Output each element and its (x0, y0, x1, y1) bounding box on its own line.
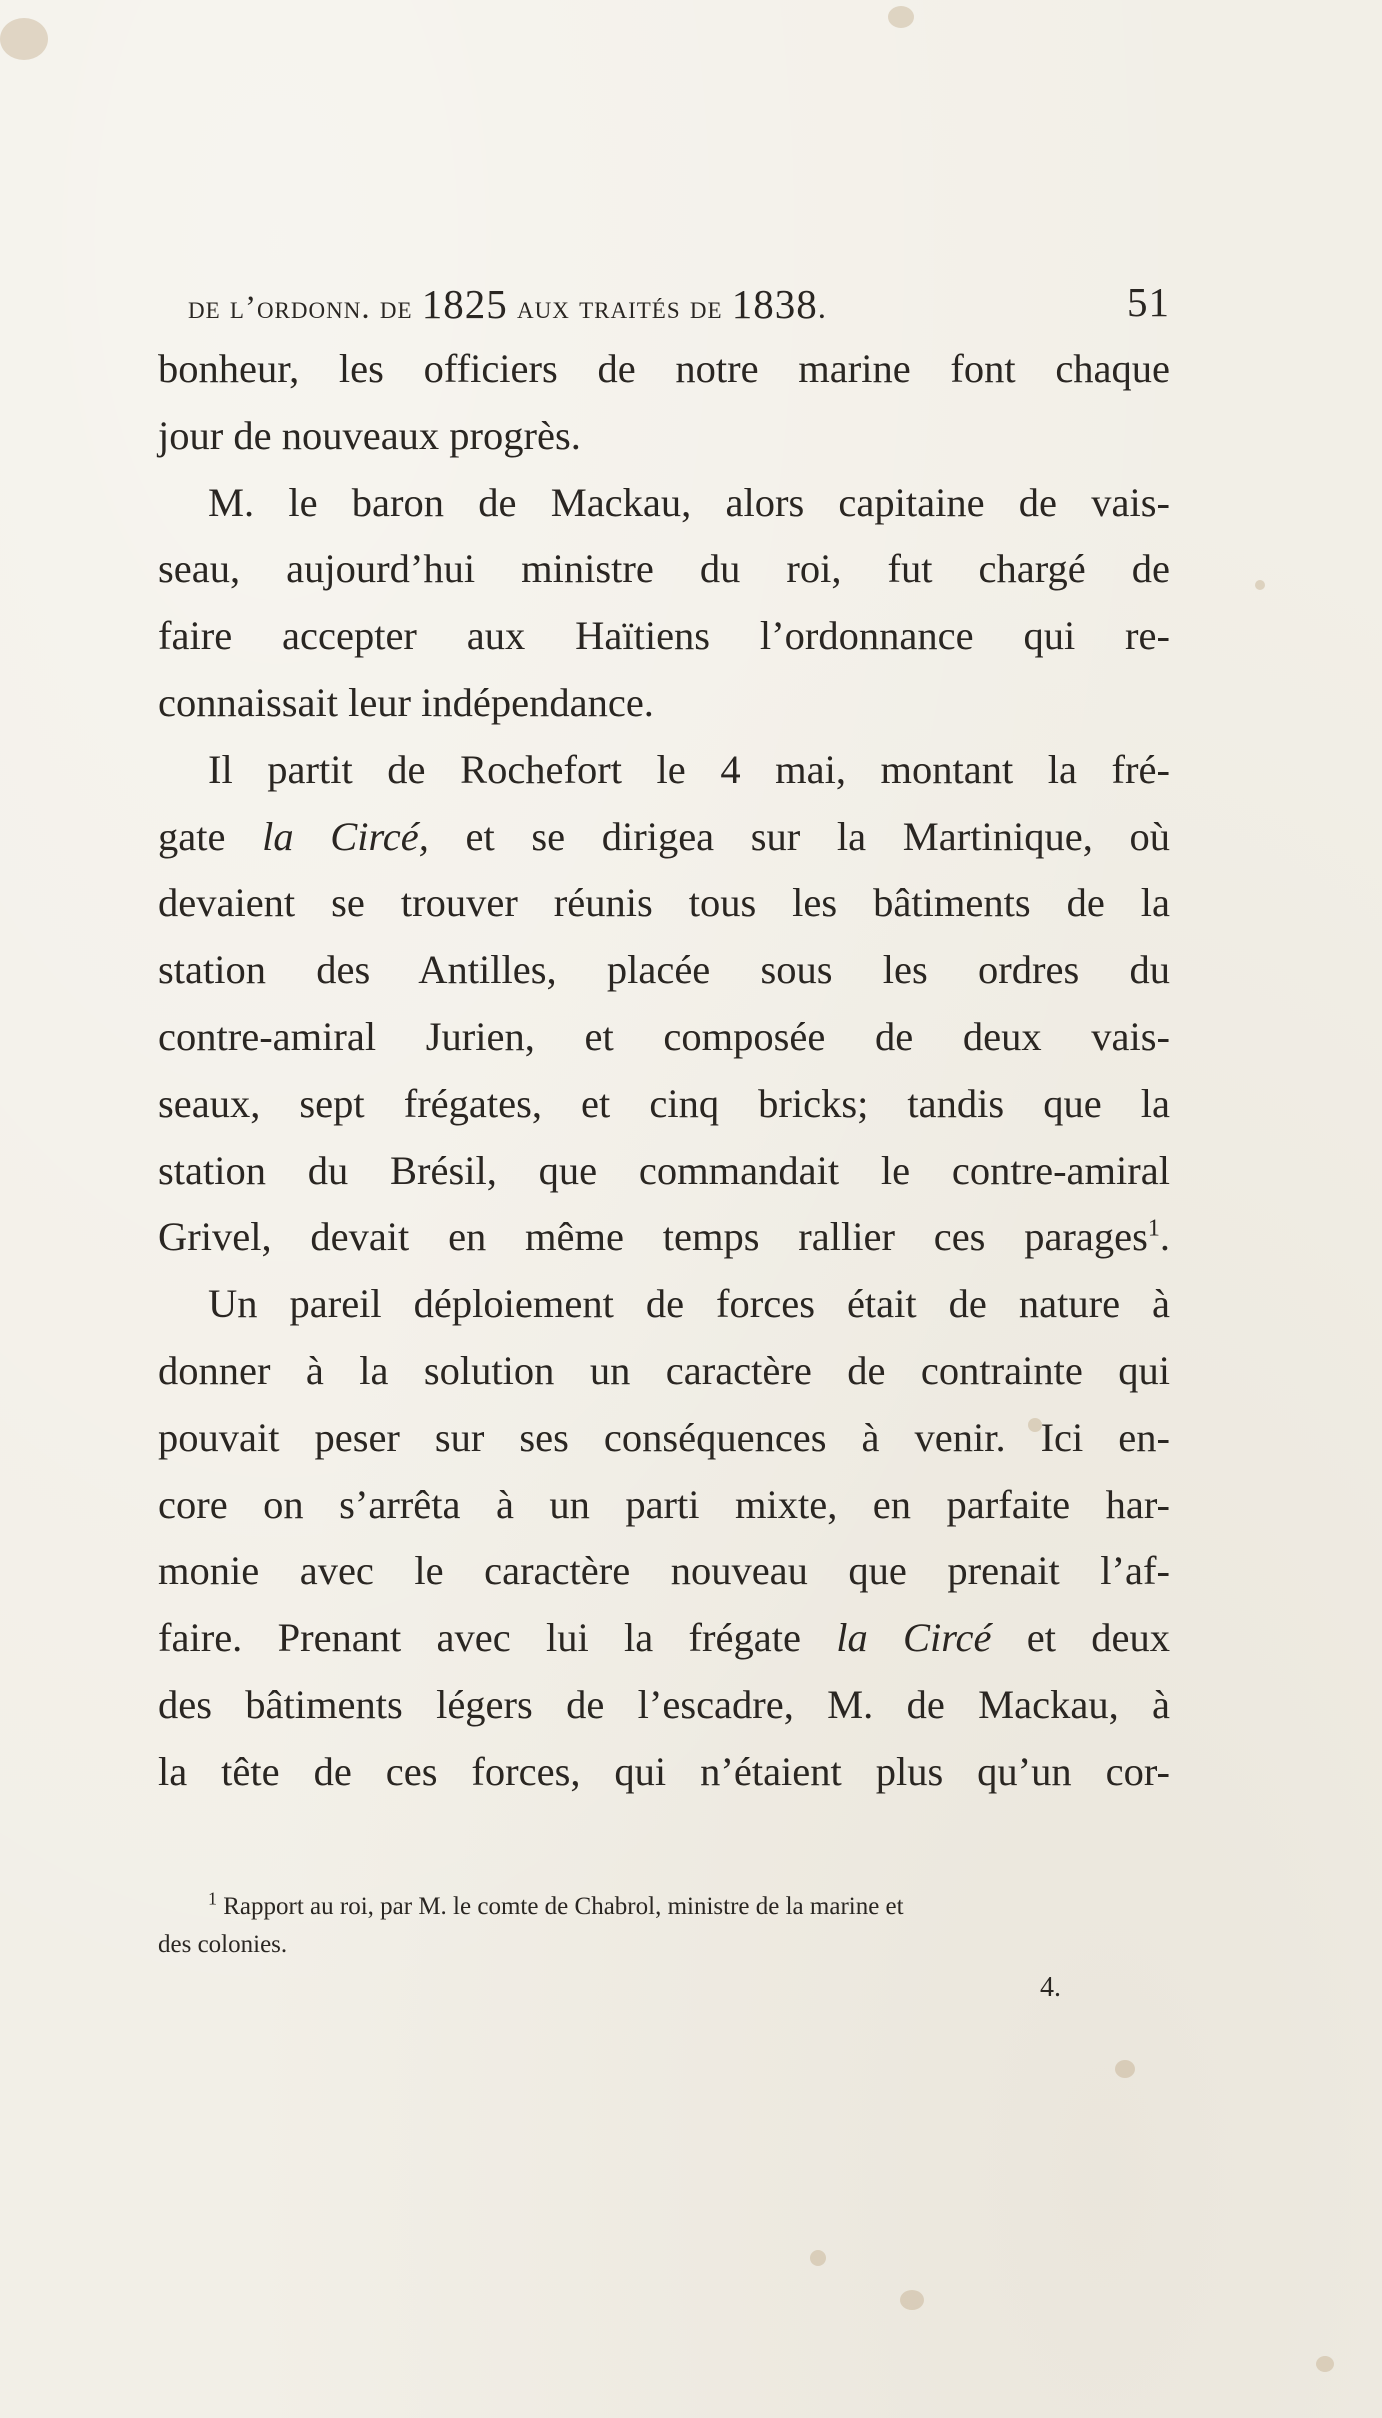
running-title-suffix: . (817, 290, 828, 326)
foxing-spot (900, 2290, 924, 2310)
text-line-16: donner à la solution un caractère de contrainte qui (158, 1347, 1170, 1393)
text-line-20 (158, 1605, 1170, 1672)
running-title (188, 280, 827, 328)
text-line-8-start: gate (158, 813, 263, 859)
text-line-18: core on s’arrêta à un parti mixte, en parfaite har- (158, 1481, 1170, 1527)
running-title-part1: de l’ordonn. de (188, 290, 422, 326)
text-line-15: Un pareil déploiement de forces était de nature à (208, 1281, 1170, 1327)
text-line-14-text: Grivel, devait en même temps rallier ces parages (158, 1214, 1148, 1260)
text-line-8-end: et se dirigea sur la Martinique, où (428, 813, 1170, 859)
text-line-13: station du Brésil, que commandait le contre-amiral (158, 1147, 1170, 1193)
footnote-mark: 1 (208, 1888, 217, 1909)
text-line-7: Il partit de Rochefort le 4 mai, montant la fré- (208, 746, 1170, 792)
text-line-10: station des Antilles, placée sous les ordres du (158, 947, 1170, 993)
text-line-14 (158, 1204, 1170, 1271)
foxing-spot (810, 2250, 826, 2266)
ship-name-italic: la Circé, (262, 813, 429, 859)
footnote-1-line-1 (158, 1888, 1170, 1926)
text-line-20-end: et deux (991, 1615, 1170, 1661)
text-block (158, 272, 1170, 1806)
text-line-6: connaissait leur indépendance. (158, 679, 654, 725)
text-line-4: seau, aujourd’hui ministre du roi, fut chargé de (158, 546, 1170, 592)
text-line-8 (158, 804, 1170, 871)
ship-name-italic: la Circé (836, 1615, 992, 1661)
text-line-2: jour de nouveaux progrès. (158, 412, 581, 458)
footnote-1-line-2: des colonies. (158, 1931, 288, 1958)
text-line-9: devaient se trouver réunis tous les bâtiments de la (158, 880, 1170, 926)
foxing-spot (0, 18, 48, 60)
footnotes (158, 1888, 1170, 1964)
text-line-1: bonheur, les officiers de notre marine font chaque (158, 346, 1170, 391)
running-title-year1: 1825 (421, 281, 508, 327)
text-line-11: contre-amiral Jurien, et composée de deux vais- (158, 1013, 1170, 1059)
text-line-5: faire accepter aux Haïtiens l’ordonnance qui re- (158, 613, 1170, 659)
foxing-spot (1115, 2060, 1135, 2078)
signature-mark: 4. (1040, 1972, 1061, 2003)
text-line-17: pouvait peser sur ses conséquences à venir. Ici en- (158, 1414, 1170, 1460)
text-line-22: la tête de ces forces, qui n’étaient plus qu’un cor- (158, 1748, 1170, 1794)
foxing-spot (1255, 580, 1265, 590)
text-line-20-start: faire. Prenant avec lui la frégate (158, 1615, 837, 1661)
running-title-part2: aux traités de (507, 290, 732, 326)
text-line-12: seaux, sept frégates, et cinq bricks; tandis que la (158, 1080, 1170, 1126)
running-head (158, 272, 1170, 336)
text-line-3: M. le baron de Mackau, alors capitaine de vais- (208, 479, 1170, 525)
text-line-21: des bâtiments légers de l’escadre, M. de Mackau, à (158, 1681, 1170, 1727)
footnote-reference: 1 (1147, 1215, 1160, 1242)
page-number: 51 (1127, 279, 1170, 325)
foxing-spot (888, 6, 914, 28)
footnote-1-text: Rapport au roi, par M. le comte de Chabrol, ministre de la marine et (217, 1893, 904, 1920)
text-line-14-end: . (1159, 1214, 1170, 1260)
text-line-19: monie avec le caractère nouveau que prenait l’af- (158, 1548, 1170, 1594)
foxing-spot (1316, 2356, 1334, 2372)
running-title-year2: 1838 (731, 281, 818, 327)
